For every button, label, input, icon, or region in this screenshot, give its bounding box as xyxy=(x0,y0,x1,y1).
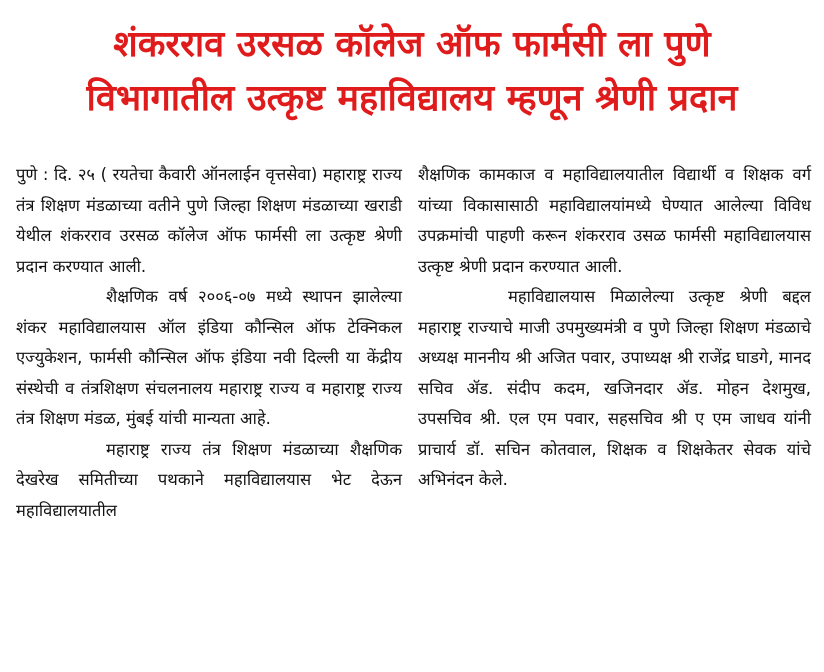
headline-line-1: शंकरराव उरसळ कॉलेज ऑफ फार्मसी ला पुणे xyxy=(113,24,711,65)
article-headline xyxy=(0,18,824,126)
article-paragraph: शैक्षणिक वर्ष २००६-०७ मध्ये स्थापन झालेल्या शंकर महाविद्यालयास ऑल इंडिया कौन्सिल ऑफ टेक्निकल एज्युकेशन, फार्मसी कौन्सिल ऑफ इंडिया नवी दिल्ली या केंद्रीय संस्थेची व तंत्रशिक्षण संचलनालय महाराष्ट्र राज्य व महाराष्ट्र राज्य तंत्र शिक्षण मंडळ, मुंबई यांची मान्यता आहे. xyxy=(16,287,402,428)
article-paragraph: शैक्षणिक कामकाज व महाविद्यालयातील विद्यार्थी व शिक्षक वर्ग यांच्या विकासासाठी महाविद्यालयांमध्ये घेण्यात आलेल्या विविध उपक्रमांची पाहणी करून शंकरराव उसळ फार्मसी महाविद्यालयास उत्कृष्ट श्रेणी प्रदान करण्यात आली. xyxy=(418,165,811,276)
article-paragraph: पुणे : दि. २५ ( रयतेचा कैवारी ऑनलाईन वृत्तसेवा) महाराष्ट्र राज्य तंत्र शिक्षण मंडळाच्या वतीने पुणे जिल्हा शिक्षण मंडळाच्या खराडी येथील शंकरराव उरसळ कॉलेज ऑफ फार्मसी ला उत्कृष्ट श्रेणी प्रदान करण्यात आली. xyxy=(16,165,402,276)
article-column-left xyxy=(16,160,402,526)
article-paragraph: महाविद्यालयास मिळालेल्या उत्कृष्ट श्रेणी बद्दल महाराष्ट्र राज्याचे माजी उपमुख्यमंत्री व पुणे जिल्हा शिक्षण मंडळाचे अध्यक्ष माननीय श्री अजित पवार, उपाध्यक्ष श्री राजेंद्र घाडगे, मानद सचिव ॲड. संदीप कदम, खजिनदार ॲड. मोहन देशमुख, उपसचिव श्री. एल एम पवार, सहसचिव श्री ए एम जाधव यांनी प्राचार्य डॉ. सचिन कोतवाल, शिक्षक व शिक्षकेतर सेवक यांचे अभिनंदन केले. xyxy=(418,287,811,489)
headline-line-2: विभागातील उत्कृष्ट महाविद्यालय म्हणून श्रेणी प्रदान xyxy=(86,78,738,119)
article-paragraph: महाराष्ट्र राज्य तंत्र शिक्षण मंडळाच्या शैक्षणिक देखरेख समितीच्या पथकाने महाविद्यालयास भेट देऊन महाविद्यालयातील xyxy=(16,439,402,520)
article-column-right xyxy=(418,160,811,496)
